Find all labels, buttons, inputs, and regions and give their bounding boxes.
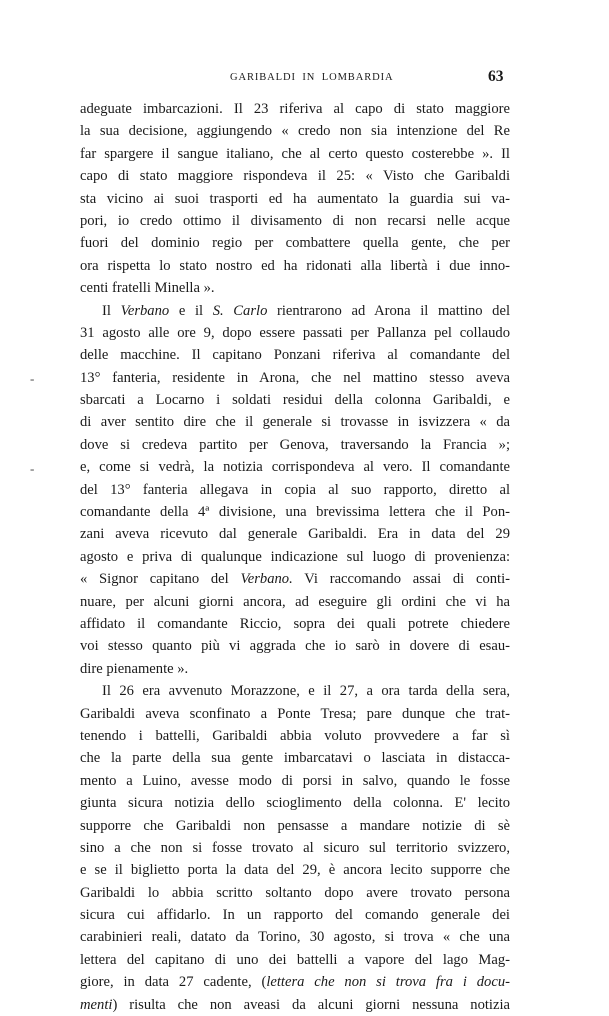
text-span: mento a Luino, avesse modo di porsi in salvo, quando le fosse — [80, 772, 510, 789]
text-span: Garibaldi aveva sconfinato a Ponte Tresa; pare dunque che trat- — [80, 705, 510, 722]
italic-text: Verbano. — [240, 571, 293, 588]
running-head — [0, 70, 609, 90]
text-span: voi stesso quanto più vi aggrada che io sarò in dovere di esau- — [80, 638, 510, 655]
italic-text: lettera che non si trova fra i docu- — [266, 974, 510, 991]
text-line — [80, 971, 510, 993]
text-span: fuori del dominio regio per combattere quella gente, che per — [80, 235, 510, 252]
text-line — [80, 165, 510, 187]
text-span: Vi raccomando assai di conti- — [292, 571, 511, 588]
text-span: affidato il comandante Riccio, sopra dei quali potrete chiedere — [80, 615, 510, 632]
text-line — [80, 770, 510, 792]
text-line — [80, 613, 510, 635]
text-line — [80, 837, 510, 859]
text-span: supporre che Garibaldi non pensasse a mandare notizie di sè — [80, 817, 510, 834]
text-span: far spargere il sangue italiano, che al certo questo costerebbe ». Il — [80, 145, 510, 162]
text-line — [80, 949, 510, 971]
text-span: 13° fanteria, residente in Arona, che nel mattino stesso aveva — [80, 369, 510, 386]
body-text — [80, 98, 510, 1016]
text-span: comandante della 4ª divisione, una brevissima lettera che il Pon- — [80, 504, 510, 521]
running-title: GARIBALDI IN LOMBARDIA — [230, 72, 394, 83]
text-line — [80, 792, 510, 814]
text-line — [80, 725, 510, 747]
text-line — [80, 344, 510, 366]
italic-text: menti — [80, 996, 113, 1013]
margin-mark: - — [30, 371, 35, 386]
text-span: la sua decisione, aggiungendo « credo non sia intenzione del Re — [80, 123, 510, 140]
text-line — [80, 591, 510, 613]
text-line — [80, 882, 510, 904]
text-line — [80, 300, 510, 322]
text-span: nuare, per alcuni giorni ancora, ad eseguire gli ordini che vi ha — [80, 593, 510, 610]
text-line — [80, 210, 510, 232]
text-span: carabinieri reali, datato da Torino, 30 agosto, si trova « che una — [80, 929, 510, 946]
text-line — [80, 255, 510, 277]
text-line — [80, 143, 510, 165]
text-line — [80, 456, 510, 478]
text-span: zani aveva ricevuto dal generale Garibaldi. Era in data del 29 — [80, 526, 510, 543]
text-line — [80, 703, 510, 725]
text-span: tenendo i battelli, Garibaldi abbia voluto provvedere a far sì — [80, 727, 510, 744]
text-line — [80, 277, 510, 299]
text-line — [80, 658, 510, 680]
text-span: « Signor capitano del — [80, 571, 241, 588]
text-line — [80, 568, 510, 590]
text-span: pori, io credo ottimo il divisamento di non recarsi nelle acque — [80, 212, 510, 229]
text-line — [80, 232, 510, 254]
text-line — [80, 501, 510, 523]
text-span: agosto e priva di qualunque indicazione sul luogo di provenienza: — [80, 548, 510, 565]
text-line — [80, 994, 510, 1016]
text-line — [80, 322, 510, 344]
text-span: di aver sentito dire che il generale si trovasse in isvizzera « da — [80, 414, 510, 431]
text-span: adeguate imbarcazioni. Il 23 riferiva al capo di stato maggiore — [80, 101, 510, 117]
text-line — [80, 367, 510, 389]
text-span: 31 agosto alle ore 9, dopo essere passati per Pallanza pel collaudo — [80, 324, 510, 341]
text-span: e, come si vedrà, la notizia corrispondeva al vero. Il comandante — [80, 459, 510, 476]
text-span: capo di stato maggiore rispondeva il 25: « Visto che Garibaldi — [80, 168, 510, 185]
text-span: ora rispetta lo stato nostro ed ha ridonati alla libertà i due inno- — [80, 257, 510, 274]
text-span: e il — [169, 302, 213, 319]
text-line — [80, 859, 510, 881]
text-line — [80, 680, 510, 702]
text-span: giore, in data 27 cadente, ( — [80, 974, 267, 991]
text-span: Il 26 era avvenuto Morazzone, e il 27, a ora tarda della sera, — [102, 683, 510, 700]
text-span: sta vicino ai suoi trasporti ed ha aumentato la guardia sui va- — [80, 190, 510, 207]
text-span: rientrarono ad Arona il mattino del — [267, 302, 511, 319]
text-line — [80, 926, 510, 948]
text-span: e se il biglietto porta la data del 29, è ancora lecito supporre che — [80, 862, 510, 879]
text-span: Il — [102, 302, 121, 319]
text-line — [80, 904, 510, 926]
text-line — [80, 523, 510, 545]
text-line — [80, 411, 510, 433]
italic-text: S. Carlo — [212, 302, 268, 319]
text-line — [80, 389, 510, 411]
text-line — [80, 479, 510, 501]
text-span: sicura cui affidarlo. In un rapporto del comando generale dei — [80, 907, 510, 924]
text-line — [80, 546, 510, 568]
margin-mark: - — [30, 461, 35, 476]
text-span: giunta sicura notizia dello scioglimento della colonna. E' lecito — [80, 795, 510, 812]
text-span: ) risulta che non aveasi da alcuni giorni nessuna notizia — [112, 996, 510, 1013]
text-span: sbarcati a Locarno i soldati residui della colonna Garibaldi, e — [80, 392, 510, 409]
text-line — [80, 98, 510, 120]
text-line — [80, 188, 510, 210]
text-span: che la parte della sua gente imbarcatavi o lasciata in distacca- — [80, 750, 510, 767]
text-line — [80, 434, 510, 456]
text-span: dire pienamente ». — [80, 660, 189, 677]
text-line — [80, 120, 510, 142]
text-line — [80, 635, 510, 657]
text-line — [80, 747, 510, 769]
italic-text: Verbano — [120, 302, 170, 319]
text-span: del 13° fanteria allegava in copia al suo rapporto, diretto al — [80, 481, 510, 498]
text-span: Garibaldi lo abbia scritto soltanto dopo avere trovato persona — [80, 884, 510, 901]
text-span: dove si credeva partito per Genova, traversando la Francia »; — [80, 436, 510, 453]
text-span: centi fratelli Minella ». — [80, 280, 215, 297]
text-span: delle macchine. Il capitano Ponzani riferiva al comandante del — [80, 347, 510, 364]
page-number: 63 — [488, 68, 504, 85]
text-line — [80, 815, 510, 837]
text-span: lettera del capitano di uno dei battelli a vapore del lago Mag- — [80, 951, 510, 968]
text-span: sino a che non si fosse trovato al sicuro sul territorio svizzero, — [80, 839, 510, 856]
